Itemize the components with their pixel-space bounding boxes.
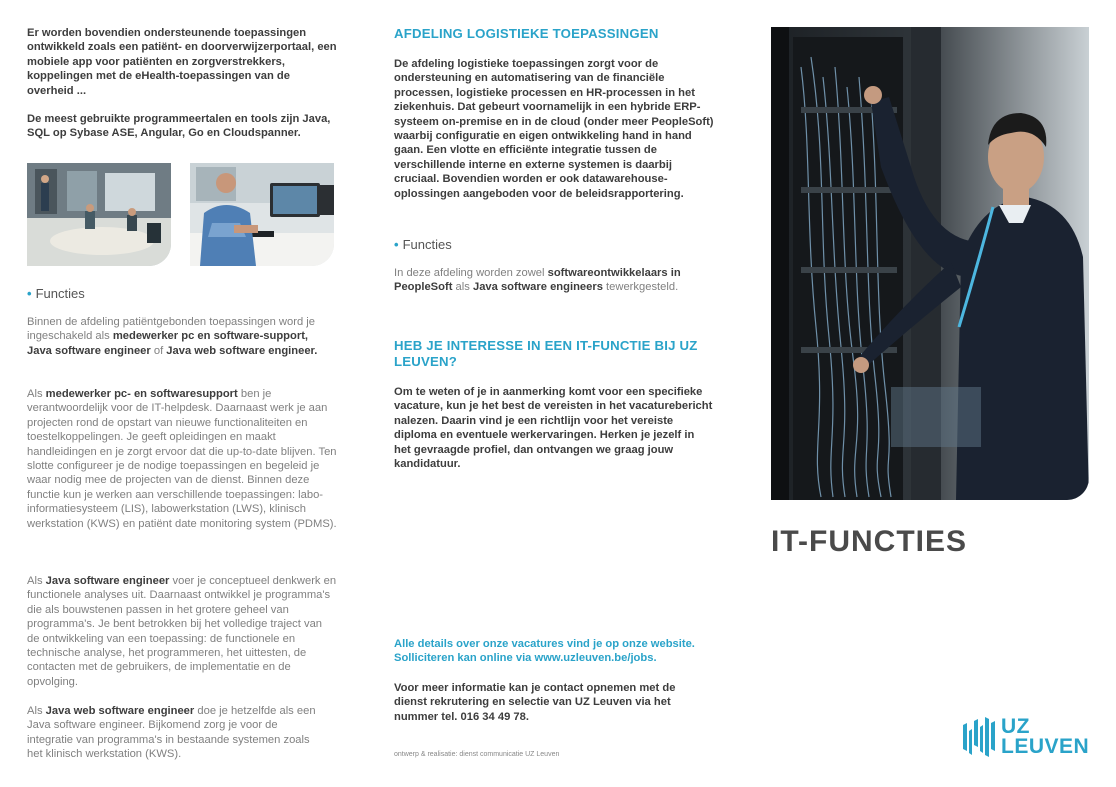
website-details: Alle details over onze vacatures vind je op onze website. Solliciteren kan online via www.uzleuven.be/jobs. xyxy=(394,638,695,665)
functies-paragraph-3: Als Java software engineer voer je conceptueel denkwerk en functionele analyses uit. Daarnaast ontwikkel je programma's die als bouwstenen passen in het grotere geheel van programma's. Je bent betrokken bij het volledige traject van de ontwikkeling van een toepassing: de functionele en technische analyse, het programmeren, het uittesten, de contacten met de gebruikers, de implementatie en de opvolging. xyxy=(27,575,337,688)
functies-paragraph-2: Als medewerker pc- en softwaresupport ben je verantwoordelijk voor de IT-helpdesk. Daarnaast werk je aan projecten rond de opstart van nieuwe functionaliteiten en toestelkoppelingen. Je geeft opleidingen en maakt handleidingen en je zorgt ervoor dat die up-to-date blijven. Ten slotte configureer je de nodige toepassingen en begeleid je waar nodig mee de projecten van de dienst. Binnen deze functie kun je werken aan verschillende toepassingen: labo-informatiesysteem (LIS), labowerkstation (LWS), klinisch werkstation (KWS) en patiënt date monitoring system (PDMS). xyxy=(27,388,337,530)
uz-leuven-logo xyxy=(961,717,1091,761)
interest-heading: HEB JE INTERESSE IN EEN IT-FUNCTIE BIJ UZ LEUVEN? xyxy=(394,338,698,369)
functies-paragraph-1: Binnen de afdeling patiëntgebonden toepassingen word je ingeschakeld als medewerker pc en software-support, Java software engineer of Java web software engineer. xyxy=(27,316,318,357)
office-photo-2 xyxy=(190,163,334,266)
functies-middle-text: In deze afdeling worden zowel softwareontwikkelaars in PeopleSoft als Java software engineers tewerkgesteld. xyxy=(394,267,681,294)
server-room-photo xyxy=(771,27,1089,500)
office-photo-1 xyxy=(27,163,171,266)
logo-text-leuven: LEUVEN xyxy=(1001,735,1090,758)
intro-text: Er worden bovendien ondersteunende toepassingen ontwikkeld zoals een patiënt- en doorverwijzerportaal, een mobiele app voor patiënten en zorgverstrekkers, koppelingen met de eHealth-toepassingen van de overheid ... xyxy=(27,27,337,97)
logo-mark-icon xyxy=(961,717,999,757)
logistics-body: De afdeling logistieke toepassingen zorgt voor de ondersteuning en automatisering van de financiële processen, logistieke processen en HR-processen in het ziekenhuis. Dat gebeurt voornamelijk in een hybride ERP-systeem on-premise en in de cloud (onder meer PeopleSoft) waarbij configuratie en eigen ontwikkeling hand in hand gaan. Een vlotte en efficiënte integratie tussen de verschillende interne en externe systemen is daarbij cruciaal. Bovendien worden er ook datawarehouse-oplossingen aangeboden voor de beleidsrapportering. xyxy=(394,58,714,200)
design-credit: ontwerp & realisatie: dienst communicatie UZ Leuven xyxy=(394,751,560,758)
contact-info: Voor meer informatie kan je contact opnemen met de dienst rekrutering en selectie van UZ Leuven via het nummer tel. 016 34 49 78. xyxy=(394,682,676,723)
logistics-heading: AFDELING LOGISTIEKE TOEPASSINGEN xyxy=(394,26,659,41)
tools-text: De meest gebruikte programmeertalen en tools zijn Java, SQL op Sybase ASE, Angular, Go en Cloudspanner. xyxy=(27,113,331,140)
interest-body: Om te weten of je in aanmerking komt voor een specifieke vacature, kun je het best de vereisten in het vacaturebericht nalezen. Daarin vind je een richtlijn voor het vereiste diploma en eventuele werkervaringen. Herken je jezelf in het gevraagde profiel, dan ontvangen we graag jouw kandidatuur. xyxy=(394,386,713,471)
functies-paragraph-4: Als Java web software engineer doe je hetzelfde als een Java software engineer. Bijkomend zorg je voor de integratie van programma's in bestaande systemen zoals het klinisch werkstation (KWS). xyxy=(27,705,316,761)
functies-heading-middle: • Functies xyxy=(394,237,452,252)
functies-heading-left: • Functies xyxy=(27,286,85,301)
page-title: IT-FUNCTIES xyxy=(771,525,967,558)
logo-text-uz: UZ xyxy=(1001,715,1030,738)
